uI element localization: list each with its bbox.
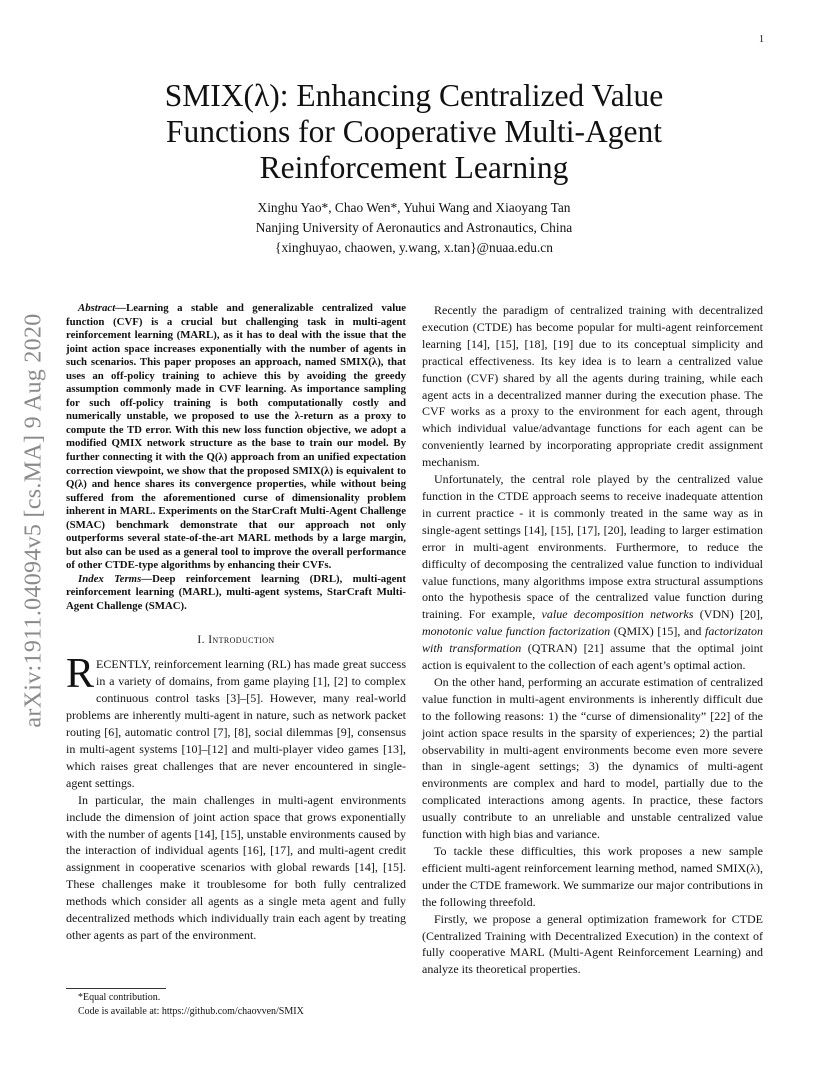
section-number: I. [197, 633, 205, 646]
index-terms-text: —Deep reinforcement learning (DRL), multi-agent reinforcement learning (MARL), multi-agent systems, StarCraft Multi-Agent Challenge (SMAC). [66, 572, 406, 613]
intro-paragraph-1 [66, 651, 406, 791]
page-number: 1 [759, 34, 764, 45]
left-column [66, 302, 406, 944]
p4-text-c: (QMIX) [15], and [610, 624, 705, 639]
intro-paragraph-7: Firstly, we propose a general optimization framework for CTDE (Centralized Training with Decentralized Execution) in the context of fully cooperative MARL (Multi-Agent Reinforcement Learning) and analyze its theoretical properties. [422, 911, 763, 977]
lead-caps: ECENTLY, [96, 657, 151, 672]
intro-paragraph-2: In particular, the main challenges in multi-agent environments include the dimension of joint action space that grows exponentially with the number of agents [14], [15], unstable environments caused by the interaction of individual agents [16], [17], and multi-agent credit assignment in cooperative scenarios with global rewards [14], [15]. These challenges make it troublesome for both fully centralized methods which consider all agents as a single meta agent and fully decentralized methods which individually train each agent by treating other agents as part of the environment. [66, 792, 406, 942]
footnotes [66, 988, 406, 1018]
footnote-code-availability: Code is available at: https://github.com/chaovven/SMIX [78, 1005, 304, 1017]
drop-cap: R [66, 651, 95, 698]
intro-paragraph-6: To tackle these difficulties, this work proposes a new sample efficient multi-agent reinforcement learning method, named SMIX(λ), under the CTDE framework. We summarize our major contributions in the following threefold. [422, 844, 763, 909]
author-affiliation: Nanjing University of Aeronautics and Astronautics, China [255, 220, 573, 235]
abstract-text: —Learning a stable and generalizable centralized value function (CVF) is a crucial but challenging task in multi-agent reinforcement learning (MARL), as it has to deal with the issue that the joint action space increases exponentially with the number of agents in such scenarios. This paper proposes an approach, named SMIX(λ), that uses an off-policy training to achieve this by avoiding the greedy assumption commonly made in CVF learning. As importance sampling for such off-policy training is both computationally costly and numerically unstable, we proposed to use the λ-return as a proxy to compute the TD error. With this new loss function objective, we adopt a modified QMIX network structure as the base to train our model. By further connecting it with the Q(λ) approach from an unified expectation correction viewpoint, we show that the proposed SMIX(λ) is equivalent to Q(λ) and hence shares its convergence properties, while without being suffered from the aforementioned curse of dimensionality problem inherent in MARL. Experiments on the StarCraft Multi-Agent Challenge (SMAC) benchmark demonstrate that our approach not only outperforms several state-of-the-art MARL methods by a large margin, but also can be used as a general tool to improve the overall performance of other CTDE-type algorithms by enhancing their CVFs. [66, 302, 406, 572]
arxiv-stamp [8, 285, 60, 755]
section-heading [66, 632, 406, 649]
intro-paragraph-5: On the other hand, performing an accurate estimation of centralized value function in multi-agent environments is inherently difficult due to the following reasons: 1) the “curse of dimensionality” [22] of the joint action space results in the sparsity of experiences; 2) the partial observability in multi-agent environments become even more severe than in single-agent settings; 3) the dynamics of multi-agent environments are complex and hard to model, partially due to the complicated interactions among agents. In practice, these factors usually contribute to an unreliable and unstable centralized value function with high bias and variance. [422, 674, 763, 842]
p4-text-b: (VDN) [20], [693, 607, 764, 622]
abstract [66, 302, 406, 573]
intro-paragraph-4 [422, 471, 763, 674]
footnote-rule [66, 988, 166, 989]
author-names: Xinghu Yao*, Chao Wen*, Yuhui Wang and Xiaoyang Tan [257, 200, 571, 215]
index-terms [66, 573, 406, 614]
vdn-term: value decomposition networks [541, 607, 694, 622]
qmix-term: monotonic value function factorization [422, 624, 611, 639]
section-title: Introduction [208, 633, 275, 646]
author-emails: {xinghuyao, chaowen, y.wang, x.tan}@nuaa.edu.cn [275, 240, 553, 255]
right-column [422, 302, 763, 978]
p4-text-a: Unfortunately, the central role played by the centralized value function in the CTDE approach seems to receive inadequate attention in current practice - it is commonly treated in the same way as in single-agent settings [14], [15], [17], [20], leading to larger estimation error in multi-agent environments. Furthermore, to reduce the difficulty of decomposing the centralized value function to individual value functions, many algorithms impose extra structural assumptions onto the hypothesis space of the centralized value function during training. For example, [422, 472, 763, 622]
qtran-term: factorizaton with transformation [422, 624, 764, 656]
intro-paragraph-3: Recently the paradigm of centralized training with decentralized execution (CTDE) has become popular for multi-agent reinforcement learning [14], [15], [18], [19] due to its conceptual simplicity and practical effectiveness. Its key idea is to learn a centralized value function (CVF) shared by all the agents during training, while each agent acts in a decentralized manner during the execution phase. The CVF works as a proxy to the environment for each agent, through which individual value/advantage functions for each agent can be conveniently learned by incorporating appropriate credit assignment mechanism. [422, 303, 763, 470]
paper-title: SMIX(λ): Enhancing Centralized Value Functions for Cooperative Multi-Agent Reinforcement Learning [164, 78, 664, 185]
p4-text-d: (QTRAN) [21] assume that the optimal joint action is equivalent to the collection of each agent’s optimal action. [422, 641, 763, 673]
author-block [120, 198, 708, 258]
footnote-equal-contribution: *Equal contribution. [78, 992, 161, 1003]
index-terms-label: Index Terms [78, 572, 142, 585]
abstract-label: Abstract [78, 302, 116, 314]
intro-p1-rest: reinforcement learning (RL) has made great success in a variety of domains, from game playing [1], [2] to complex continuous control tasks [3]–[5]. However, many real-world problems are inherently multi-agent in nature, such as network packet routing [6], automatic control [7], [8], social dilemmas [9], consensus in multi-agent systems [10]–[12] and multi-player video games [13], which raises great challenges that are never encountered in single-agent settings. [66, 657, 406, 790]
arxiv-identifier: arXiv:1911.04094v5 [cs.MA] 9 Aug 2020 [20, 312, 47, 728]
